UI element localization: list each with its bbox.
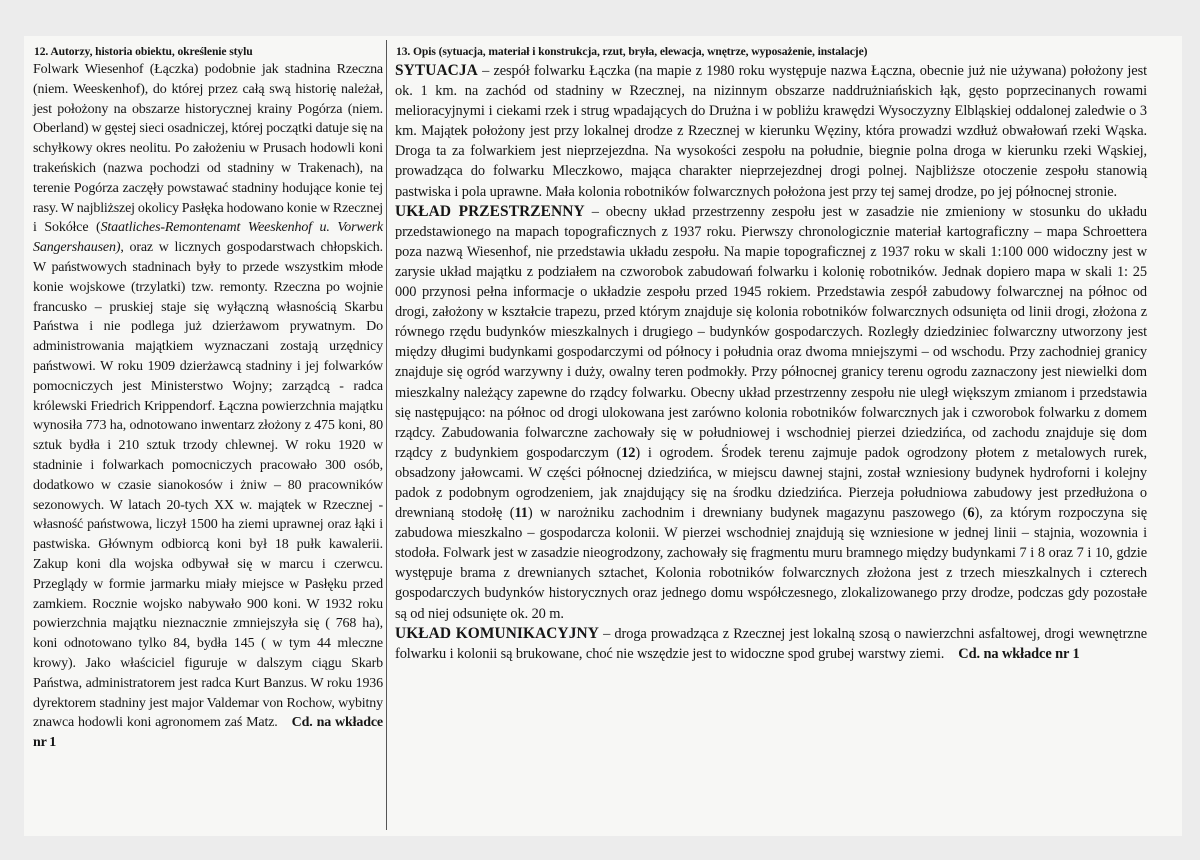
sytuacja-title: SYTUACJA bbox=[395, 62, 478, 79]
right-section-heading: 13. Opis (sytuacja, materiał i konstrukcja, rzut, bryła, elewacja, wnętrze, wyposażenie, instalacje) bbox=[396, 45, 868, 58]
history-text-part-2: , oraz w licznych gospodarstwach chłopskich. W państwowych stadninach były to przede wszystkim młode konie wojskowe (trzylatki) tzw. remonty. Rzeczna po wojnie francusko – pruskiej staje się wyłączną własnością Skarbu Państwa i nie podlega już dzierżawom prywatnym. Do administrowania majątkiem wyznaczani zostają urzędnicy państwowi. W roku 1909 dzierżawcą stadniny i jej folwarków pomocniczych jest Ministerstwo Wojny; zarządcą - radca królewski Friedrich Krippendorf. Łączna powierzchnia majątku wynosiła 773 ha, odnotowano inwentarz złożony z 475 koni, 80 sztuk bydła i 210 sztuk trzody chlewnej. W roku 1920 w stadninie i folwarkach pomocniczych pracowało 300 osób, dodatkowo w czasie sianokosów i żniw – 80 pracowników sezonowych. W latach 20-tych XX w. majątek w Rzecznej - własność państwowa, liczył 1500 ha ziemi uprawnej oraz łąki i pastwiska. Głównym odbiorcą koni był 18 pułk kawalerii. Zakup koni dla wojska odbywał się w marcu i czerwcu. Przeglądy w formie jarmarku miały miejsce w Pasłęku przed zamkiem. Rocznie wojsko nabywało 900 koni. W 1932 roku powierzchnia majątku nieznacznie zmniejszyła się ( 768 ha), koni odnotowano tylko 84, bydła 145 ( w tym 44 mleczne krowy). Jako właściciel figuruje w dalszym ciągu Skarb Państwa, administratorem jest radca Kurt Banzus. W roku 1936 dyrektorem stadniny jest major Valdemar von Rochow, wybitny znawca hodowli koni agronomem zaś Matz. bbox=[33, 240, 383, 731]
description-continuation-reference: Cd. na wkładce nr 1 bbox=[958, 645, 1080, 662]
building-number-11: 11 bbox=[514, 505, 528, 522]
history-text bbox=[33, 60, 383, 753]
uklad-text-part-2: ) i ogrodem. Środek terenu zajmuje padok ogrodzony płotem z metalowych rurek, obsadzony jałowcami. W części północnej dziedzińca, w miejscu dawnej stajni, został wzniesiony budynek hydroforni i kolejny padok z podobnym ogrodzeniem, jak znajdujący się na środku dziedzińca. Pierzeja południowa zabudowy jest przedłużona o drewnianą stodołę ( bbox=[395, 444, 1147, 522]
uklad-text-part-1: – obecny układ przestrzenny zespołu jest w zasadzie nie zmieniony w stosunku do układu przedstawionego na mapach topograficznych z 1937 roku. Pierwszy chronologicznie materiał kartograficzny – mapa Schroettera poza nazwą Wiesenhof, nie przedstawia układu zespołu. Na mapie topograficznej z 1937 roku w skali 1:100 000 widoczny jest w zarysie układ majątku z podziałem na czworobok zabudowań folwarku i kolonię robotników. Jednak dopiero mapa w skali 1: 25 000 przynosi pełna informacje o układzie zespołu przed 1945 rokiem. Przedstawia zespół zabudowy folwarcznej na północ od drogi, założony w kształcie trapezu, przed którym znajduje się kolonia robotników folwarcznych odsunięta od linii drogi, złożona z równego rzędu budynków mieszkalnych i drugiego – budynków gospodarczych. Rozległy dziedziniec folwarczny utworzony jest między długimi budynkami gospodarczymi od północy i południa oraz dwoma mniejszymi – od wschodu. Przy zachodniej granicy znajduje się ogród warzywny i duży, owalny teren podmokły. Przy północnej granicy terenu ogrodu zaznaczony jest niewielki dom mieszkalny należący zapewne do rządcy folwarku. Obecny układ przestrzenny zespołu nie uległ większym zmianom i przedstawia się następująco: na północ od drogi ulokowana jest zarówno kolonia robotników folwarcznych jak i czworobok folwarku z domem rządcy. Zabudowania folwarczne zachowały się w południowej i wschodniej pierzei dziedzińca, od zachodu znajduje się dom rządcy z budynkiem gospodarczym ( bbox=[395, 203, 1147, 461]
uklad-paragraph bbox=[395, 202, 1147, 624]
left-section-heading: 12. Autorzy, historia obiektu, określenie stylu bbox=[34, 45, 253, 58]
sytuacja-paragraph bbox=[395, 61, 1147, 202]
description-text bbox=[395, 61, 1147, 664]
komunikacja-title: UKŁAD KOMUNIKACYJNY bbox=[395, 624, 599, 642]
history-italic-name: Staatliches-Remontenamt Weeskenhof u. Vorwerk Sangershausen) bbox=[33, 220, 383, 256]
building-number-12: 12 bbox=[621, 444, 636, 461]
sytuacja-text: – zespół folwarku Łączka (na mapie z 1980 roku występuje nazwa Łączna, obecnie już nie używana) położony jest ok. 1 km. na zachód od stadniny w Rzecznej, na nizinnym obszarze naddrużniańskich łąk, gęsto poprzecinanych rowami melioracyjnymi i ciekami rzek i strug wpadających do Drużna i w pobliżu krawędzi Wysoczyzny Elbląskiej oddalonej zaledwie o 3 km. Majątek położony jest przy lokalnej drodze z Rzecznej w kierunku Węziny, która prowadzi wzdłuż obwałowań rzeki Wąska. Droga ta za folwarkiem jest nieprzejezdna. Na wysokości zespołu na południe, biegnie polna droga w kierunku rzeki Wąskiej, prowadząca do folwarku Mleczkowo, mająca charakter nieprzejezdnej drogi polnej. Najbliższe otoczenie zespołu stanowią pastwiska i pola uprawne. Mała kolonia robotników folwarcznych położona jest przy tej samej drodze, po jej północnej stronie. bbox=[395, 63, 1147, 200]
uklad-text-part-4: ), za którym rozpoczyna się zabudowa mieszkalno – gospodarcza kolonii. W pierzei wschodniej znajdują się wzniesione w jednej linii – stajnia, wozownia i stodoła. Folwark jest w zasadzie nieogrodzony, zachowały się fragmentu muru bramnego między budynkami 7 i 8 oraz 7 i 10, gdzie występuje brama z drewnianych sztachet, Kolonia robotników folwarcznych złożona jest z trzech mieszkalnych i czterech gospodarczych budynków historycznych oraz jednego domu współczesnego, zlokalizowanego przy drodze, podczas gdy pozostałe są od niej odsunięte ok. 20 m. bbox=[395, 505, 1147, 622]
building-number-6: 6 bbox=[967, 505, 975, 522]
history-continuation-reference: Cd. na wkładce nr 1 bbox=[33, 715, 383, 751]
komunikacja-text: – droga prowadząca z Rzecznej jest lokalną szosą o nawierzchni asfaltowej, drogi wewnętrzne folwarku i kolonii są brukowane, choć nie wszędzie jest to widoczne spod grubej warstwy ziemi. bbox=[395, 625, 1147, 662]
history-text-part-1: Folwark Wiesenhof (Łączka) podobnie jak stadnina Rzeczna (niem. Weeskenhof), do której przez całą swą historię należał, jest położony na obszarze historycznej krainy Pogórza (niem. Oberland) w gęstej sieci osadniczej, której początki datuje się na schyłkowy okres neolitu. Po założeniu w Prusach hodowli koni trakeńskich (nazwa pochodzi od stadniny w Trakenach), na terenie Pogórza zaczęły powstawać stadniny hodujące konie tej rasy. W najbliższej okolicy Pasłęka hodowano konie w Rzecznej i Sokółce ( bbox=[33, 62, 383, 236]
komunikacja-paragraph bbox=[395, 624, 1147, 664]
uklad-title: UKŁAD PRZESTRZENNY bbox=[395, 202, 585, 220]
column-divider bbox=[386, 40, 387, 830]
uklad-text-part-3: ) w narożniku zachodnim i drewniany budynek magazynu paszowego ( bbox=[527, 505, 968, 522]
